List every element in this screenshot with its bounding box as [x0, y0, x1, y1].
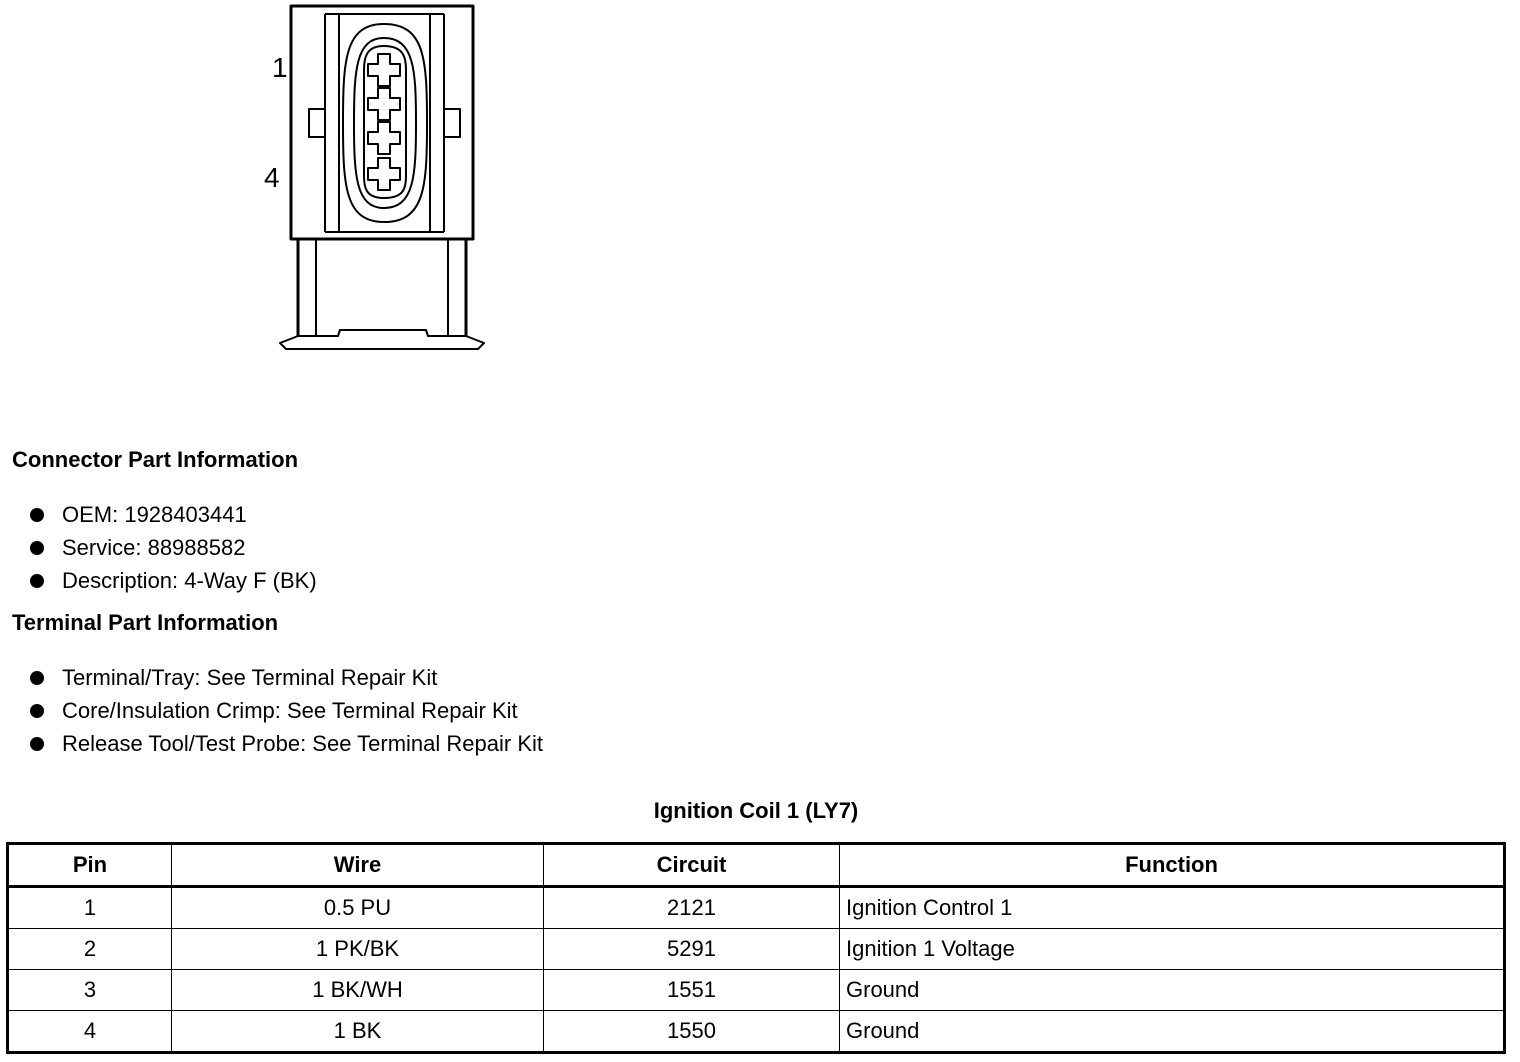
table-row [8, 970, 1505, 1011]
pin-cell: 1 [8, 887, 172, 929]
pin-4-label: 4 [264, 162, 280, 193]
bullet-icon [30, 737, 44, 751]
table-row [8, 887, 1505, 929]
connector-part-info-list [28, 498, 317, 597]
terminal-part-info-list [28, 661, 543, 760]
bullet-icon [30, 574, 44, 588]
bullet-icon [30, 508, 44, 522]
terminal-cavity-1 [368, 54, 400, 86]
circuit-cell: 5291 [544, 929, 840, 970]
terminal-cavity-4 [368, 158, 400, 190]
circuit-cell: 2121 [544, 887, 840, 929]
column-header-pin: Pin [8, 844, 172, 887]
wire-cell: 1 PK/BK [172, 929, 544, 970]
wire-cell: 1 BK/WH [172, 970, 544, 1011]
bullet-icon [30, 541, 44, 555]
pin-cell: 3 [8, 970, 172, 1011]
list-item [28, 661, 543, 694]
connector-part-info-heading: Connector Part Information [12, 447, 299, 472]
left-latch [309, 109, 325, 137]
crimp-info: Core/Insulation Crimp: See Terminal Repair Kit [62, 698, 518, 723]
function-cell: Ignition 1 Voltage [840, 929, 1505, 970]
pin-1-label: 1 [272, 52, 288, 83]
bullet-icon [30, 704, 44, 718]
table-title: Ignition Coil 1 (LY7) [653, 798, 859, 823]
table-header-row [8, 844, 1505, 887]
table-row [8, 929, 1505, 970]
connector-outline [0, 0, 600, 380]
pinout-table [6, 842, 1506, 1054]
function-cell: Ground [840, 970, 1505, 1011]
wire-cell: 0.5 PU [172, 887, 544, 929]
list-item [28, 727, 543, 760]
table-row [8, 1011, 1505, 1053]
terminal-cavity-3 [368, 122, 400, 154]
column-header-wire: Wire [172, 844, 544, 887]
oem-part-number: OEM: 1928403441 [62, 502, 247, 527]
connector-description: Description: 4-Way F (BK) [62, 568, 317, 593]
right-latch [444, 109, 460, 137]
function-cell: Ignition Control 1 [840, 887, 1505, 929]
connector-face-diagram [0, 0, 600, 380]
list-item [28, 498, 317, 531]
circuit-cell: 1550 [544, 1011, 840, 1053]
pin-cell: 2 [8, 929, 172, 970]
pin-cell: 4 [8, 1011, 172, 1053]
connector-base [280, 330, 484, 349]
terminal-tray-info: Terminal/Tray: See Terminal Repair Kit [62, 665, 438, 690]
column-header-circuit: Circuit [544, 844, 840, 887]
column-header-function: Function [840, 844, 1505, 887]
wire-cell: 1 BK [172, 1011, 544, 1053]
service-part-number: Service: 88988582 [62, 535, 246, 560]
terminal-part-info-heading: Terminal Part Information [12, 610, 279, 635]
circuit-cell: 1551 [544, 970, 840, 1011]
release-tool-info: Release Tool/Test Probe: See Terminal Repair Kit [62, 731, 543, 756]
list-item [28, 564, 317, 597]
terminal-cavity-2 [368, 88, 400, 120]
function-cell: Ground [840, 1011, 1505, 1053]
list-item [28, 531, 317, 564]
list-item [28, 694, 543, 727]
bullet-icon [30, 671, 44, 685]
